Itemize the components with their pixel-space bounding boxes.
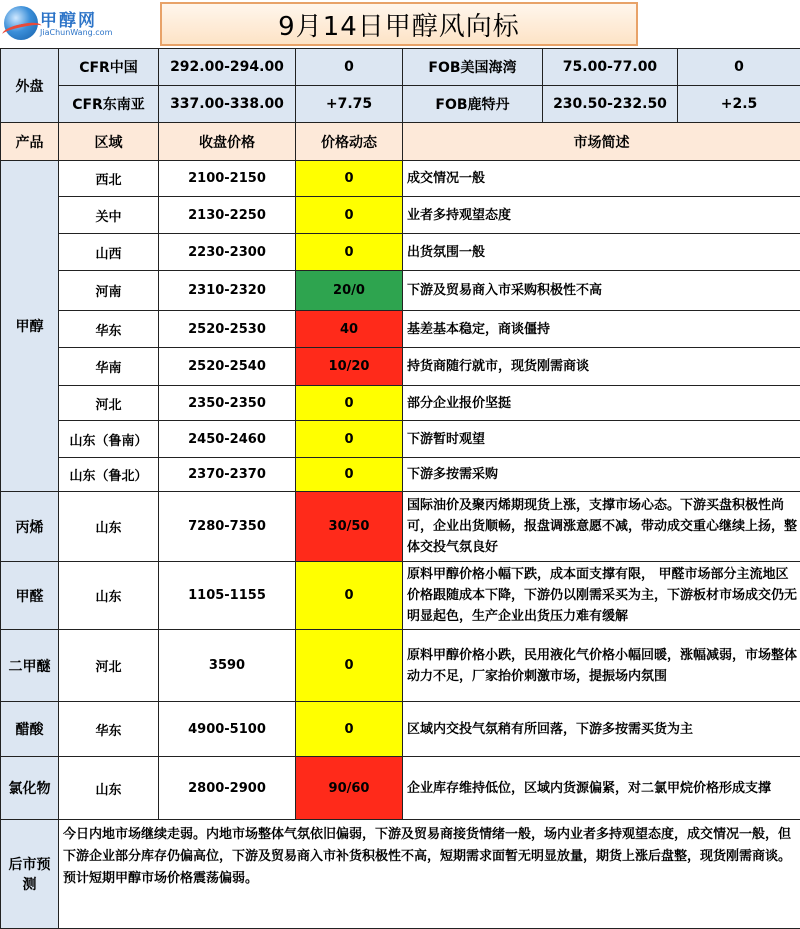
- external-label: 外盘: [1, 49, 59, 123]
- external-price: 75.00-77.00: [543, 49, 678, 86]
- dynamic-cell: 0: [296, 458, 403, 492]
- price-cell: 4900-5100: [159, 702, 296, 757]
- product-label: 二甲醚: [1, 630, 59, 702]
- column-header-summary: 市场简述: [403, 123, 800, 161]
- summary-cell: 出货氛围一般: [403, 234, 800, 271]
- external-price: 337.00-338.00: [159, 86, 296, 123]
- region-cell: 关中: [59, 197, 159, 234]
- table-row: [1, 702, 800, 757]
- table-row: [1, 311, 800, 348]
- region-cell: 河南: [59, 271, 159, 311]
- table-row: [1, 421, 800, 458]
- dynamic-cell: 0: [296, 421, 403, 458]
- region-cell: 华东: [59, 702, 159, 757]
- table-row: [1, 630, 800, 702]
- product-label: 丙烯: [1, 492, 59, 562]
- dynamic-cell: 40: [296, 311, 403, 348]
- dynamic-cell: 20/0: [296, 271, 403, 311]
- region-cell: 华南: [59, 348, 159, 386]
- region-cell: 山东: [59, 757, 159, 820]
- product-label: 醋酸: [1, 702, 59, 757]
- title-box: [160, 2, 638, 46]
- summary-cell: 原料甲醇价格小跌，民用液化气价格小幅回暖，涨幅减弱，市场整体动力不足，厂家抬价刺激市场，提振场内氛围: [403, 630, 800, 702]
- price-cell: 2520-2540: [159, 348, 296, 386]
- region-cell: 山东: [59, 492, 159, 562]
- price-cell: 2100-2150: [159, 161, 296, 197]
- external-change: +2.5: [678, 86, 800, 123]
- dynamic-cell: 0: [296, 234, 403, 271]
- summary-cell: 基差基本稳定，商谈僵持: [403, 311, 800, 348]
- price-cell: 2450-2460: [159, 421, 296, 458]
- price-cell: 3590: [159, 630, 296, 702]
- dynamic-cell: 0: [296, 562, 403, 630]
- region-cell: 华东: [59, 311, 159, 348]
- table-row: [1, 458, 800, 492]
- column-header-row: [1, 123, 800, 161]
- external-row: [1, 49, 800, 86]
- logo-name: 甲醇网: [40, 6, 97, 31]
- external-name: CFR东南亚: [59, 86, 159, 123]
- dynamic-cell: 30/50: [296, 492, 403, 562]
- price-cell: 2230-2300: [159, 234, 296, 271]
- column-header-dynamic: 价格动态: [296, 123, 403, 161]
- table-row: [1, 234, 800, 271]
- external-change: 0: [678, 49, 800, 86]
- column-header-product: 产品: [1, 123, 59, 161]
- price-table: [0, 48, 800, 929]
- summary-cell: 成交情况一般: [403, 161, 800, 197]
- table-row: [1, 197, 800, 234]
- summary-cell: 区域内交投气氛稍有所回落，下游多按需买货为主: [403, 702, 800, 757]
- region-cell: 河北: [59, 386, 159, 421]
- external-price: 230.50-232.50: [543, 86, 678, 123]
- region-cell: 山西: [59, 234, 159, 271]
- product-label: 氯化物: [1, 757, 59, 820]
- product-label-methanol: 甲醇: [1, 161, 59, 492]
- table-row: [1, 757, 800, 820]
- summary-cell: 持货商随行就市，现货刚需商谈: [403, 348, 800, 386]
- dynamic-cell: 0: [296, 630, 403, 702]
- summary-cell: 下游及贸易商入市采购积极性不高: [403, 271, 800, 311]
- column-header-close: 收盘价格: [159, 123, 296, 161]
- dynamic-cell: 0: [296, 702, 403, 757]
- dynamic-cell: 0: [296, 386, 403, 421]
- site-logo[interactable]: [4, 4, 124, 44]
- product-label: 甲醛: [1, 562, 59, 630]
- column-header-region: 区域: [59, 123, 159, 161]
- page-header: [0, 0, 800, 48]
- external-name: FOB美国海湾: [403, 49, 543, 86]
- price-cell: 2130-2250: [159, 197, 296, 234]
- region-cell: 西北: [59, 161, 159, 197]
- price-cell: 2800-2900: [159, 757, 296, 820]
- table-row: [1, 562, 800, 630]
- forecast-text: 今日内地市场继续走弱。内地市场整体气氛依旧偏弱，下游及贸易商接货情绪一般，场内业者多持观望态度，成交情况一般，但下游企业部分库存仍偏高位，下游及贸易商入市补货积极性不高，短期需求面暂无明显放量，期货上涨后盘整，现货刚需商谈。预计短期甲醇市场价格震荡偏弱。: [59, 820, 800, 929]
- table-row: [1, 348, 800, 386]
- summary-cell: 下游多按需采购: [403, 458, 800, 492]
- table-row: [1, 161, 800, 197]
- logo-url: JiaChunWang.com: [40, 28, 112, 37]
- price-cell: 2520-2530: [159, 311, 296, 348]
- summary-cell: 企业库存维持低位，区域内货源偏紧，对二氯甲烷价格形成支撑: [403, 757, 800, 820]
- table-row: [1, 386, 800, 421]
- dynamic-cell: 0: [296, 161, 403, 197]
- summary-cell: 业者多持观望态度: [403, 197, 800, 234]
- region-cell: 河北: [59, 630, 159, 702]
- summary-cell: 原料甲醇价格小幅下跌，成本面支撑有限， 甲醛市场部分主流地区价格跟随成本下降，下游仍以刚需采买为主，下游板材市场成交仍无明显起色，生产企业出货压力难有缓解: [403, 562, 800, 630]
- region-cell: 山东: [59, 562, 159, 630]
- summary-cell: 部分企业报价坚挺: [403, 386, 800, 421]
- price-cell: 2370-2370: [159, 458, 296, 492]
- region-cell: 山东（鲁南）: [59, 421, 159, 458]
- table-row: [1, 271, 800, 311]
- price-cell: 2310-2320: [159, 271, 296, 311]
- external-row: [1, 86, 800, 123]
- external-price: 292.00-294.00: [159, 49, 296, 86]
- forecast-row: [1, 820, 800, 929]
- external-name: FOB鹿特丹: [403, 86, 543, 123]
- dynamic-cell: 90/60: [296, 757, 403, 820]
- summary-cell: 国际油价及聚丙烯期现货上涨，支撑市场心态。下游买盘积极性尚可，企业出货顺畅，报盘调涨意愿不减，带动成交重心继续上扬，整体交投气氛良好: [403, 492, 800, 562]
- dynamic-cell: 0: [296, 197, 403, 234]
- external-change: 0: [296, 49, 403, 86]
- dynamic-cell: 10/20: [296, 348, 403, 386]
- external-change: +7.75: [296, 86, 403, 123]
- summary-cell: 下游暂时观望: [403, 421, 800, 458]
- table-row: [1, 492, 800, 562]
- price-cell: 2350-2350: [159, 386, 296, 421]
- price-cell: 7280-7350: [159, 492, 296, 562]
- external-name: CFR中国: [59, 49, 159, 86]
- region-cell: 山东（鲁北）: [59, 458, 159, 492]
- forecast-label: 后市预测: [1, 820, 59, 929]
- price-cell: 1105-1155: [159, 562, 296, 630]
- page-title: 9月14日甲醇风向标: [278, 6, 520, 43]
